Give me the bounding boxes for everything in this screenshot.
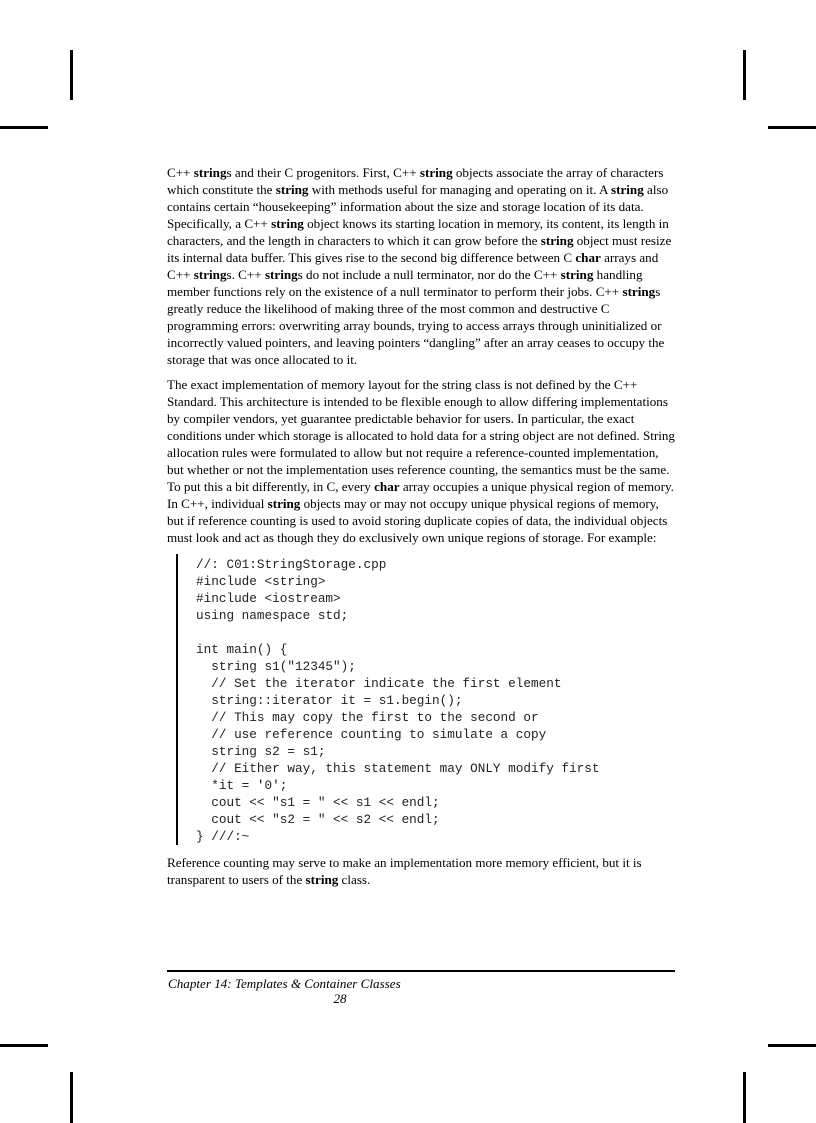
bold-term: char [374, 479, 400, 494]
bold-term: string [271, 216, 304, 231]
bold-term: string [540, 233, 574, 248]
bold-term: string [267, 496, 301, 511]
text-run: also contains certain “housekeeping” information about the size and storage location of its data. Specifically, a C++ [167, 182, 669, 231]
paragraph-memory-layout [167, 376, 675, 546]
paragraph-string-differences [167, 164, 675, 368]
text-run: with methods useful for managing and operating on it. A [308, 182, 612, 197]
text-run: s. C++ [226, 267, 265, 282]
text-run: array occupies a unique physical region of memory. In C++, individual [167, 479, 674, 511]
text-run: s greatly reduce the likelihood of making three of the most common and destructive C programming errors: overwriting array bounds, trying to access arrays through uninitialized or incorrectly valued pointers, and leaving pointers “dangling” after an array ceases to occupy the storage that was once allocated to it. [167, 284, 665, 367]
bold-term: string [611, 182, 644, 197]
crop-mark-bottom-left-horizontal [0, 1044, 48, 1047]
text-run: object must resize its internal data buffer. This gives rise to the second big difference between C [167, 233, 672, 265]
text-run: Reference counting may serve to make an implementation more memory efficient, but it is transparent to users of the [167, 855, 642, 887]
crop-mark-top-right-horizontal [768, 126, 816, 129]
text-run: s do not include a null terminator, nor do the C++ [297, 267, 561, 282]
text-run: class. [338, 872, 371, 887]
crop-mark-top-left-vertical [70, 50, 73, 100]
text-run: arrays and C++ [167, 250, 659, 282]
text-run: objects may or may not occupy unique physical regions of memory, but if reference counting is used to avoid storing duplicate copies of data, the individual objects must look and act as though they do exclusively own unique regions of storage. For example: [167, 496, 668, 545]
bold-term: string [622, 284, 656, 299]
page-number: 28 [333, 991, 347, 1006]
paragraph-reference-counting [167, 854, 675, 888]
bold-term: string [560, 267, 594, 282]
text-run: C++ [167, 165, 194, 180]
crop-mark-top-left-horizontal [0, 126, 48, 129]
text-run: objects associate the array of characters which constitute the [167, 165, 664, 197]
bold-term: string [193, 165, 227, 180]
page-body [167, 164, 675, 896]
crop-mark-bottom-left-vertical [70, 1072, 73, 1123]
footer-rule [167, 970, 675, 972]
crop-mark-bottom-right-horizontal [768, 1044, 816, 1047]
bold-term: char [575, 250, 601, 265]
text-run: handling member functions rely on the existence of a null terminator to perform their jobs. C++ [167, 267, 643, 299]
footer-chapter-title: Chapter 14: Templates & Container Classes [168, 976, 401, 991]
bold-term: string [264, 267, 298, 282]
crop-mark-bottom-right-vertical [743, 1072, 746, 1123]
text-run: object knows its starting location in memory, its content, its length in characters, and the length in characters to which it can grow before the [167, 216, 669, 248]
bold-term: string [193, 267, 227, 282]
bold-term: string [305, 872, 339, 887]
code-listing: //: C01:StringStorage.cpp #include <string> #include <iostream> using namespace std; int main() { string s1("12345"); // Set the iterator indicate the first element string::iterator it = s1.begin(); // This may copy the first to the second or // use reference counting to simulate a copy string s2 = s1; // Either way, this statement may ONLY modify first *it = '0'; cout << "s1 = " << s1 << endl; cout << "s2 = " << s2 << endl; } ///:~ [176, 554, 675, 845]
text-run: The exact implementation of memory layout for the string class is not defined by the C++ Standard. This architecture is intended to be flexible enough to allow differing implementations by compiler vendors, yet guarantee predictable behavior for users. In particular, the exact conditions under which storage is allocated to hold data for a string object are not defined. String allocation rules were formulated to allow but not require a reference-counted implementation, but whether or not the implementation uses reference counting, the semantics must be the same. To put this a bit differently, in C, every [167, 377, 675, 494]
bold-term: string [419, 165, 453, 180]
text-run: s and their C progenitors. First, C++ [226, 165, 420, 180]
bold-term: string [275, 182, 309, 197]
crop-mark-top-right-vertical [743, 50, 746, 100]
